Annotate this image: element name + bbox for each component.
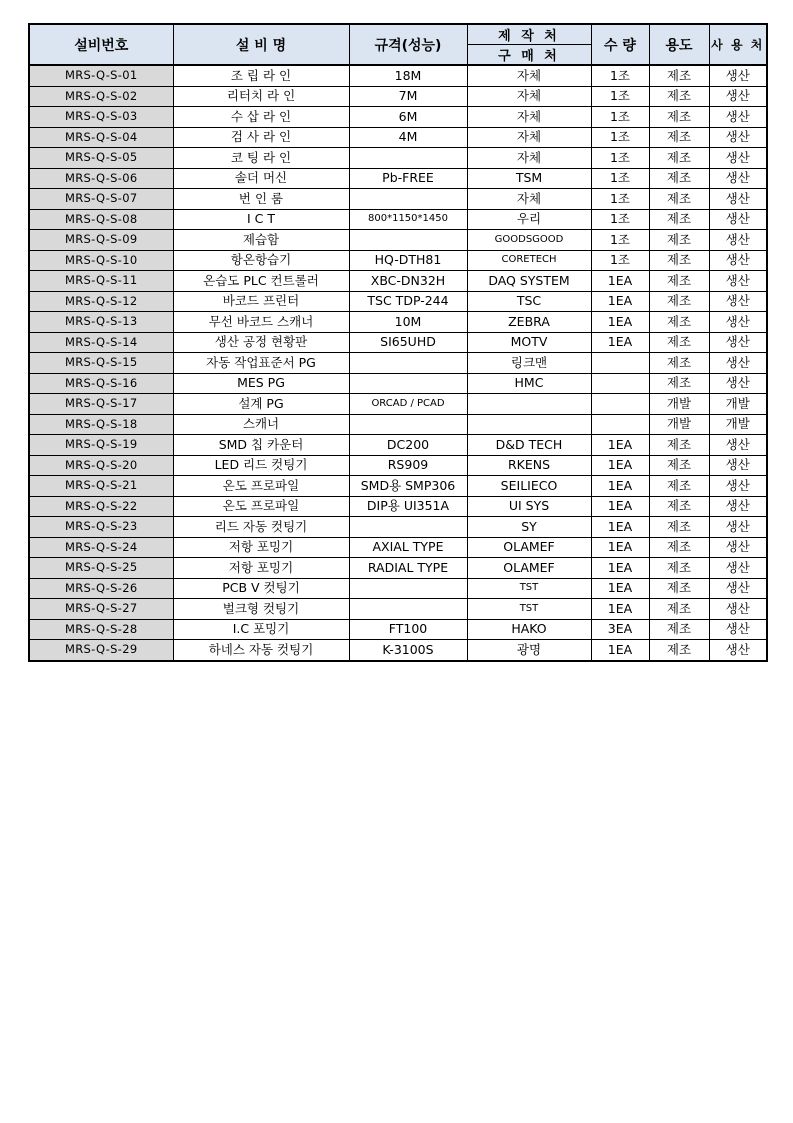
spec-cell: 6M [349, 107, 467, 128]
user-cell: 생산 [709, 476, 767, 497]
table-row [29, 209, 767, 230]
spec-cell [349, 189, 467, 210]
spec-cell: ORCAD / PCAD [349, 394, 467, 415]
user-cell: 생산 [709, 435, 767, 456]
quantity-cell: 1조 [591, 250, 649, 271]
equipment-id-cell: MRS-Q-S-18 [29, 414, 173, 435]
header-purpose: 용도 [649, 24, 709, 65]
manufacturer-cell: SEILIECO [467, 476, 591, 497]
manufacturer-cell: CORETECH [467, 250, 591, 271]
equipment-id-cell: MRS-Q-S-16 [29, 373, 173, 394]
equipment-table [28, 23, 768, 662]
quantity-cell: 1EA [591, 476, 649, 497]
user-cell: 생산 [709, 455, 767, 476]
purpose-cell: 제조 [649, 189, 709, 210]
equipment-id-cell: MRS-Q-S-25 [29, 558, 173, 579]
manufacturer-cell: 우리 [467, 209, 591, 230]
manufacturer-cell: RKENS [467, 455, 591, 476]
manufacturer-cell: 자체 [467, 107, 591, 128]
user-cell: 생산 [709, 640, 767, 661]
manufacturer-cell: 광명 [467, 640, 591, 661]
manufacturer-cell: UI SYS [467, 496, 591, 517]
purpose-cell: 제조 [649, 250, 709, 271]
equipment-id-cell: MRS-Q-S-27 [29, 599, 173, 620]
user-cell: 생산 [709, 353, 767, 374]
purpose-cell: 제조 [649, 230, 709, 251]
manufacturer-cell [467, 414, 591, 435]
manufacturer-cell: 자체 [467, 127, 591, 148]
table-row [29, 537, 767, 558]
purpose-cell: 제조 [649, 148, 709, 169]
equipment-name-cell: 제습함 [173, 230, 349, 251]
equipment-name-cell: 번 인 룸 [173, 189, 349, 210]
purpose-cell: 제조 [649, 558, 709, 579]
table-row [29, 619, 767, 640]
equipment-id-cell: MRS-Q-S-11 [29, 271, 173, 292]
equipment-name-cell: 수 삽 라 인 [173, 107, 349, 128]
purpose-cell: 제조 [649, 435, 709, 456]
header-spec: 규격(성능) [349, 24, 467, 65]
equipment-name-cell: 스캐너 [173, 414, 349, 435]
header-equipment-id: 설비번호 [29, 24, 173, 65]
user-cell: 생산 [709, 496, 767, 517]
spec-cell: 4M [349, 127, 467, 148]
equipment-id-cell: MRS-Q-S-09 [29, 230, 173, 251]
table-row [29, 414, 767, 435]
equipment-id-cell: MRS-Q-S-21 [29, 476, 173, 497]
quantity-cell: 1EA [591, 558, 649, 579]
manufacturer-cell: HAKO [467, 619, 591, 640]
spec-cell: 10M [349, 312, 467, 333]
header-user: 사 용 처 [709, 24, 767, 65]
manufacturer-cell: 자체 [467, 148, 591, 169]
table-row [29, 332, 767, 353]
purpose-cell: 제조 [649, 332, 709, 353]
purpose-cell: 제조 [649, 291, 709, 312]
table-row [29, 86, 767, 107]
quantity-cell [591, 353, 649, 374]
user-cell: 생산 [709, 230, 767, 251]
purpose-cell: 제조 [649, 640, 709, 661]
manufacturer-cell: 자체 [467, 86, 591, 107]
equipment-name-cell: 벌크형 컷팅기 [173, 599, 349, 620]
equipment-id-cell: MRS-Q-S-06 [29, 168, 173, 189]
header-equipment-name: 설 비 명 [173, 24, 349, 65]
spec-cell: DIP용 UI351A [349, 496, 467, 517]
user-cell: 생산 [709, 599, 767, 620]
purpose-cell: 제조 [649, 373, 709, 394]
user-cell: 생산 [709, 373, 767, 394]
table-row [29, 107, 767, 128]
table-row [29, 476, 767, 497]
quantity-cell [591, 373, 649, 394]
equipment-name-cell: 저항 포밍기 [173, 537, 349, 558]
user-cell: 생산 [709, 517, 767, 538]
equipment-id-cell: MRS-Q-S-26 [29, 578, 173, 599]
equipment-id-cell: MRS-Q-S-01 [29, 65, 173, 86]
manufacturer-cell: DAQ SYSTEM [467, 271, 591, 292]
manufacturer-cell: TST [467, 578, 591, 599]
table-header [29, 24, 767, 65]
purpose-cell: 제조 [649, 271, 709, 292]
equipment-name-cell: 생산 공정 현황판 [173, 332, 349, 353]
equipment-name-cell: 설계 PG [173, 394, 349, 415]
quantity-cell: 1EA [591, 291, 649, 312]
equipment-id-cell: MRS-Q-S-10 [29, 250, 173, 271]
table-row [29, 455, 767, 476]
equipment-name-cell: 무선 바코드 스캐너 [173, 312, 349, 333]
table-row [29, 127, 767, 148]
purpose-cell: 제조 [649, 517, 709, 538]
purpose-cell: 제조 [649, 107, 709, 128]
quantity-cell: 1조 [591, 107, 649, 128]
header-purchaser: 구 매 처 [467, 45, 591, 66]
purpose-cell: 개발 [649, 394, 709, 415]
table-row [29, 496, 767, 517]
equipment-name-cell: 온도 프로파일 [173, 496, 349, 517]
quantity-cell: 1EA [591, 537, 649, 558]
table-row [29, 640, 767, 661]
user-cell: 생산 [709, 291, 767, 312]
manufacturer-cell: 링크맨 [467, 353, 591, 374]
manufacturer-cell: GOODSGOOD [467, 230, 591, 251]
equipment-id-cell: MRS-Q-S-15 [29, 353, 173, 374]
spec-cell: AXIAL TYPE [349, 537, 467, 558]
equipment-id-cell: MRS-Q-S-14 [29, 332, 173, 353]
table-row [29, 148, 767, 169]
equipment-name-cell: I.C 포밍기 [173, 619, 349, 640]
manufacturer-cell: TSC [467, 291, 591, 312]
equipment-id-cell: MRS-Q-S-05 [29, 148, 173, 169]
table-row [29, 599, 767, 620]
spec-cell [349, 414, 467, 435]
purpose-cell: 제조 [649, 168, 709, 189]
user-cell: 생산 [709, 127, 767, 148]
quantity-cell: 1조 [591, 209, 649, 230]
purpose-cell: 제조 [649, 619, 709, 640]
quantity-cell: 1조 [591, 189, 649, 210]
equipment-name-cell: 리터치 라 인 [173, 86, 349, 107]
user-cell: 생산 [709, 619, 767, 640]
header-quantity: 수 량 [591, 24, 649, 65]
equipment-name-cell: SMD 칩 카운터 [173, 435, 349, 456]
table-row [29, 353, 767, 374]
user-cell: 생산 [709, 537, 767, 558]
manufacturer-cell: HMC [467, 373, 591, 394]
equipment-id-cell: MRS-Q-S-24 [29, 537, 173, 558]
purpose-cell: 제조 [649, 209, 709, 230]
equipment-name-cell: 검 사 라 인 [173, 127, 349, 148]
equipment-name-cell: 조 립 라 인 [173, 65, 349, 86]
purpose-cell: 제조 [649, 599, 709, 620]
table-row [29, 373, 767, 394]
equipment-name-cell: 솔더 머신 [173, 168, 349, 189]
user-cell: 생산 [709, 189, 767, 210]
equipment-id-cell: MRS-Q-S-19 [29, 435, 173, 456]
spec-cell: SI65UHD [349, 332, 467, 353]
equipment-name-cell: 하네스 자동 컷팅기 [173, 640, 349, 661]
equipment-id-cell: MRS-Q-S-02 [29, 86, 173, 107]
quantity-cell: 1조 [591, 168, 649, 189]
equipment-name-cell: PCB V 컷팅기 [173, 578, 349, 599]
spec-cell [349, 353, 467, 374]
spec-cell [349, 578, 467, 599]
purpose-cell: 제조 [649, 476, 709, 497]
purpose-cell: 제조 [649, 312, 709, 333]
quantity-cell: 1조 [591, 148, 649, 169]
equipment-id-cell: MRS-Q-S-17 [29, 394, 173, 415]
manufacturer-cell: ZEBRA [467, 312, 591, 333]
table-row [29, 230, 767, 251]
header-manufacturer: 제 작 처 [467, 24, 591, 45]
equipment-name-cell: 온습도 PLC 컨트롤러 [173, 271, 349, 292]
table-row [29, 558, 767, 579]
user-cell: 개발 [709, 394, 767, 415]
equipment-name-cell: 온도 프로파일 [173, 476, 349, 497]
table-row [29, 312, 767, 333]
spec-cell: XBC-DN32H [349, 271, 467, 292]
manufacturer-cell: OLAMEF [467, 537, 591, 558]
purpose-cell: 제조 [649, 65, 709, 86]
equipment-name-cell: 항온항습기 [173, 250, 349, 271]
equipment-id-cell: MRS-Q-S-03 [29, 107, 173, 128]
quantity-cell: 1EA [591, 435, 649, 456]
quantity-cell: 1EA [591, 332, 649, 353]
manufacturer-cell: TSM [467, 168, 591, 189]
spec-cell: SMD용 SMP306 [349, 476, 467, 497]
table-row [29, 189, 767, 210]
table-row [29, 394, 767, 415]
quantity-cell: 1EA [591, 599, 649, 620]
quantity-cell: 1조 [591, 65, 649, 86]
spec-cell: DC200 [349, 435, 467, 456]
purpose-cell: 제조 [649, 578, 709, 599]
spec-cell: RADIAL TYPE [349, 558, 467, 579]
purpose-cell: 제조 [649, 86, 709, 107]
spec-cell [349, 230, 467, 251]
quantity-cell: 1조 [591, 230, 649, 251]
manufacturer-cell: TST [467, 599, 591, 620]
spec-cell: HQ-DTH81 [349, 250, 467, 271]
spec-cell [349, 148, 467, 169]
equipment-name-cell: 저항 포밍기 [173, 558, 349, 579]
user-cell: 생산 [709, 578, 767, 599]
purpose-cell: 제조 [649, 353, 709, 374]
equipment-id-cell: MRS-Q-S-23 [29, 517, 173, 538]
purpose-cell: 제조 [649, 496, 709, 517]
spec-cell: 800*1150*1450 [349, 209, 467, 230]
user-cell: 생산 [709, 558, 767, 579]
quantity-cell: 1EA [591, 578, 649, 599]
table-row [29, 517, 767, 538]
spec-cell [349, 373, 467, 394]
user-cell: 생산 [709, 209, 767, 230]
equipment-name-cell: 코 팅 라 인 [173, 148, 349, 169]
table-row [29, 65, 767, 86]
equipment-name-cell: MES PG [173, 373, 349, 394]
table-body [29, 65, 767, 661]
equipment-id-cell: MRS-Q-S-29 [29, 640, 173, 661]
quantity-cell [591, 394, 649, 415]
user-cell: 생산 [709, 312, 767, 333]
equipment-id-cell: MRS-Q-S-12 [29, 291, 173, 312]
user-cell: 생산 [709, 332, 767, 353]
manufacturer-cell: 자체 [467, 189, 591, 210]
purpose-cell: 개발 [649, 414, 709, 435]
manufacturer-cell: SY [467, 517, 591, 538]
manufacturer-cell [467, 394, 591, 415]
equipment-name-cell: 리드 자동 컷팅기 [173, 517, 349, 538]
spec-cell: K-3100S [349, 640, 467, 661]
table-row [29, 291, 767, 312]
spec-cell: TSC TDP-244 [349, 291, 467, 312]
quantity-cell: 1EA [591, 496, 649, 517]
equipment-id-cell: MRS-Q-S-22 [29, 496, 173, 517]
quantity-cell: 1EA [591, 517, 649, 538]
equipment-name-cell: 자동 작업표준서 PG [173, 353, 349, 374]
user-cell: 생산 [709, 148, 767, 169]
quantity-cell: 1EA [591, 640, 649, 661]
purpose-cell: 제조 [649, 455, 709, 476]
equipment-name-cell: I C T [173, 209, 349, 230]
quantity-cell: 1조 [591, 86, 649, 107]
equipment-id-cell: MRS-Q-S-04 [29, 127, 173, 148]
manufacturer-cell: MOTV [467, 332, 591, 353]
spec-cell [349, 517, 467, 538]
table-row [29, 168, 767, 189]
equipment-name-cell: LED 리드 컷팅기 [173, 455, 349, 476]
equipment-id-cell: MRS-Q-S-08 [29, 209, 173, 230]
manufacturer-cell: OLAMEF [467, 558, 591, 579]
table-row [29, 271, 767, 292]
user-cell: 생산 [709, 107, 767, 128]
quantity-cell [591, 414, 649, 435]
equipment-id-cell: MRS-Q-S-28 [29, 619, 173, 640]
quantity-cell: 1EA [591, 271, 649, 292]
spec-cell: FT100 [349, 619, 467, 640]
user-cell: 생산 [709, 65, 767, 86]
manufacturer-cell: 자체 [467, 65, 591, 86]
spec-cell [349, 599, 467, 620]
spec-cell: 7M [349, 86, 467, 107]
quantity-cell: 3EA [591, 619, 649, 640]
manufacturer-cell: D&D TECH [467, 435, 591, 456]
purpose-cell: 제조 [649, 537, 709, 558]
equipment-id-cell: MRS-Q-S-13 [29, 312, 173, 333]
quantity-cell: 1조 [591, 127, 649, 148]
spec-cell: Pb-FREE [349, 168, 467, 189]
user-cell: 개발 [709, 414, 767, 435]
table-row [29, 578, 767, 599]
quantity-cell: 1EA [591, 312, 649, 333]
purpose-cell: 제조 [649, 127, 709, 148]
user-cell: 생산 [709, 86, 767, 107]
table-row [29, 250, 767, 271]
spec-cell: RS909 [349, 455, 467, 476]
user-cell: 생산 [709, 168, 767, 189]
user-cell: 생산 [709, 250, 767, 271]
user-cell: 생산 [709, 271, 767, 292]
spec-cell: 18M [349, 65, 467, 86]
equipment-name-cell: 바코드 프린터 [173, 291, 349, 312]
table-row [29, 435, 767, 456]
equipment-id-cell: MRS-Q-S-07 [29, 189, 173, 210]
equipment-id-cell: MRS-Q-S-20 [29, 455, 173, 476]
quantity-cell: 1EA [591, 455, 649, 476]
